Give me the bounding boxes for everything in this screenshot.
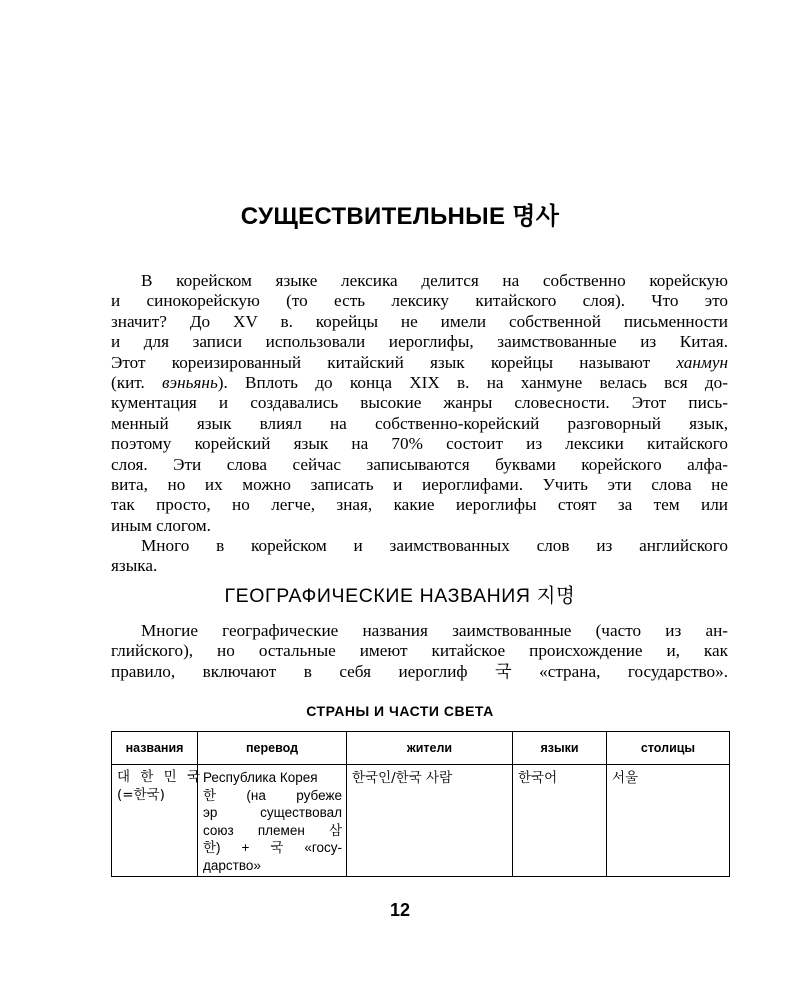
text-line: поэтому корейский язык на 70% состоит из лексики китайского xyxy=(111,434,728,454)
column-header: столицы xyxy=(607,732,730,765)
section-title: ГЕОГРАФИЧЕСКИЕ НАЗВАНИЯ 지명 xyxy=(224,585,576,607)
page-title: СУЩЕСТВИТЕЛЬНЫЕ 명사 xyxy=(240,203,560,230)
residents-cell xyxy=(347,765,513,877)
text-span: Этот кореизированный китайский язык корейцы называют xyxy=(111,352,677,372)
countries-table xyxy=(111,731,730,877)
cell-line: Республика Корея xyxy=(203,770,318,785)
text-line: иным слогом. xyxy=(111,515,211,535)
table-caption: СТРАНЫ И ЧАСТИ СВЕТА xyxy=(306,703,494,719)
text-line: Многие географические названия заимствованные (часто из ан- xyxy=(141,621,728,640)
name-cell xyxy=(112,765,204,877)
cell-line: 한) + 국 «госу- xyxy=(203,840,342,855)
text-span: ). Вплоть до конца XIX в. на ханмуне велась вся до- xyxy=(217,372,728,392)
text-line: правило, включают в себя иероглиф 국 «страна, государство». xyxy=(111,661,728,681)
text-span: (кит. xyxy=(111,372,163,392)
column-header: языки xyxy=(513,732,607,765)
name-short: (=한국) xyxy=(117,786,165,803)
text-line: вита, но их можно записать и иероглифами. Учить эти слова не xyxy=(111,474,728,494)
language-text: 한국어 xyxy=(518,770,558,786)
text-line: так просто, но легче, зная, какие иероглифы стоят за тем или xyxy=(111,495,728,515)
page-number: 12 xyxy=(389,900,411,920)
text-line: и синокорейскую (то есть лексику китайского слоя). Что это xyxy=(111,291,728,311)
translation-cell xyxy=(198,765,347,877)
text-line xyxy=(111,373,728,393)
table-row xyxy=(112,765,730,877)
text-line xyxy=(111,353,728,373)
residents-text: 한국인/한국 사람 xyxy=(352,770,453,786)
cell-line: эр существовал xyxy=(203,805,342,820)
italic-term: ханмун xyxy=(676,352,728,372)
text-line: значит? До XV в. корейцы не имели собственной письменности xyxy=(111,311,728,331)
text-line: глийского), но остальные имеют китайское происхождение и, как xyxy=(111,641,728,661)
text-line: менный язык влиял на собственно-корейский разговорный язык, xyxy=(111,413,728,433)
section-paragraph xyxy=(111,621,728,682)
text-line: слоя. Эти слова сейчас записываются буквами корейского алфа- xyxy=(111,454,728,474)
column-header: жители xyxy=(347,732,513,765)
text-line: языка. xyxy=(111,556,158,576)
capital-text: 서울 xyxy=(612,770,639,786)
text-line: и для записи использовали иероглифы, заимствованные из Китая. xyxy=(111,332,728,352)
cell-line: дарство» xyxy=(203,857,261,873)
cell-line: союз племен 삼 xyxy=(203,822,342,838)
text-line: В корейском языке лексика делится на собственно корейскую xyxy=(141,271,728,290)
language-cell xyxy=(513,765,607,877)
name-korean: 대 한 민 국 xyxy=(117,769,204,785)
table-header-row xyxy=(112,732,730,765)
column-header: названия xyxy=(112,732,198,765)
text-line: кументация и создавались высокие жанры словесности. Этот пись- xyxy=(111,393,728,413)
column-header: перевод xyxy=(198,732,347,765)
intro-paragraph xyxy=(111,271,728,577)
capital-cell xyxy=(607,765,730,877)
text-line: Много в корейском и заимствованных слов из английского xyxy=(141,536,728,556)
cell-line: 한 (на рубеже xyxy=(203,787,342,803)
italic-term: вэньянь xyxy=(162,372,218,392)
